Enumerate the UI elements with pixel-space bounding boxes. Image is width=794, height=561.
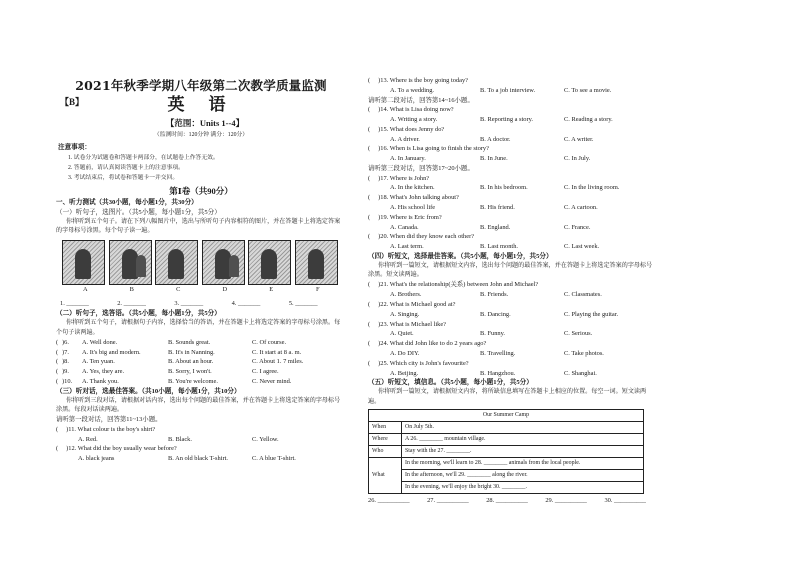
left-column <box>56 0 346 464</box>
picture-letter: C <box>176 286 181 294</box>
option-a[interactable]: A. Thank you. <box>82 378 119 385</box>
dialog-2-note: 请听第二段对话，回答第14~16小题。 <box>368 96 474 104</box>
fill-blank[interactable]: 27. __________ <box>427 496 469 504</box>
option-b[interactable]: B. Travelling. <box>480 349 516 357</box>
sub1-title: （一）听句子，选图片。（共5小题，每小题1分，共5分） <box>56 209 221 216</box>
sub5-title: （五）听短文，填信息。（共5小题，每小题1分，共5分） <box>368 379 533 387</box>
question-12-options <box>56 454 346 464</box>
option-c[interactable]: C. A blue T-shirt. <box>252 455 296 463</box>
option-a[interactable]: A. Ten yuan. <box>82 358 115 366</box>
option-b[interactable]: B. About an hour. <box>168 358 214 366</box>
option-b[interactable]: B. In June. <box>480 155 508 163</box>
option-b[interactable]: B. To a job interview. <box>480 86 536 94</box>
question-19-options <box>368 223 658 233</box>
volume-title: 第Ⅰ卷（共90分） <box>169 186 233 196</box>
answer-blank[interactable]: 1. _______ <box>60 300 89 308</box>
answer-blank[interactable]: 2. _______ <box>117 300 146 308</box>
fill-blank[interactable]: 30. __________ <box>604 496 646 504</box>
picture-letter: B <box>129 286 134 294</box>
option-c[interactable]: C. Of course. <box>252 338 287 346</box>
answer-blank[interactable]: 4. _______ <box>231 300 261 308</box>
option-a[interactable]: A. Red. <box>78 435 98 443</box>
option-c[interactable]: C. France. <box>564 223 591 231</box>
option-b[interactable]: B. Last month. <box>480 243 518 251</box>
option-b[interactable]: B. Reporting a story. <box>480 115 534 123</box>
question-16-options <box>368 154 658 164</box>
option-a[interactable]: A. Well done. <box>82 338 118 346</box>
sub5-instructions: 你将听到一篇短文，请根据短文内容，将所缺信息填写在答题卡上相应的位置。每空一词。短文读两遍。 <box>368 389 647 405</box>
sub4-title: （四）听短文，选择最佳答案。（共5小题，每小题1分，共5分） <box>368 252 553 260</box>
question-14-options <box>368 115 658 125</box>
section-title: 一、听力测试（共30小题，每小题1分，共30分） <box>56 199 198 206</box>
question-23-options <box>368 329 658 339</box>
option-a[interactable]: A. In January. <box>390 155 426 163</box>
question-16: ( )16. When is Lisa going to finish the story? <box>368 145 489 153</box>
option-b[interactable]: B. His friend. <box>480 203 515 211</box>
question-12: ( )12. What did the boy usually wear before? <box>56 445 177 453</box>
question-15-options <box>368 135 658 145</box>
question-19: ( )19. Where is Eric from? <box>368 213 442 221</box>
sub1-instructions: 你将听到五个句子。请在下列八幅图片中，选出与所听句子内容相符的图片，并在答题卡上将选定答案的字母标号涂黑。每个句子读一遍。 <box>56 219 341 235</box>
question-22-options <box>368 310 658 320</box>
answer-blanks <box>60 299 346 309</box>
question-13: ( )13. Where is the boy going today? <box>368 77 469 84</box>
option-a[interactable]: A. Singing. <box>390 310 420 318</box>
fill-blank[interactable]: 28. __________ <box>486 496 528 504</box>
table-row: Who Stay with the 27. ________. <box>369 445 644 457</box>
option-a[interactable]: A. In the kitchen. <box>390 184 435 192</box>
question-17: ( )17. Where is John? <box>368 174 430 182</box>
option-a[interactable]: A. Do DIY. <box>390 349 420 357</box>
option-a[interactable]: A. black jeans <box>78 455 115 463</box>
fill-blanks <box>368 496 646 506</box>
question-11-options <box>56 435 346 445</box>
question-25: ( )25. Which city is John's favourite? <box>368 359 469 367</box>
option-a[interactable]: A. A driver. <box>390 135 420 143</box>
picture-e <box>248 240 291 285</box>
question-22: ( )22. What is Michael good at? <box>368 300 456 308</box>
option-c[interactable]: C. Reading a story. <box>564 115 613 123</box>
picture-a <box>62 240 105 285</box>
option-a[interactable]: A. Last term. <box>390 243 424 251</box>
note-item: 3. 考试结束后，将试卷和答题卡一并交回。 <box>68 175 179 181</box>
note-item: 2. 答题前，请认真阅读答题卡上的注意事项。 <box>68 165 184 171</box>
option-b[interactable]: B. Hangzhou. <box>480 369 516 377</box>
question-21: ( )21. What's the relationship(关系) between John and Michael? <box>368 281 539 289</box>
answer-blank[interactable]: 3. _______ <box>174 300 204 308</box>
question-24: ( )24. What did John like to do 2 years ago? <box>368 340 487 348</box>
option-c[interactable]: C. A writer. <box>564 135 594 143</box>
sub2-title: （二）听句子，选答语。（共5小题，每小题1分，共5分） <box>56 310 221 318</box>
option-c[interactable]: C. Serious. <box>564 330 593 338</box>
summer-camp-table <box>368 409 644 494</box>
option-a[interactable]: A. Quiet. <box>390 330 414 338</box>
question-10: ( )10. A. Thank you. B. You're welcome. C. Never mind. <box>56 378 292 385</box>
option-c[interactable]: C. To see a movie. <box>564 86 612 94</box>
question-21-options <box>368 290 658 300</box>
option-c[interactable]: C. Never mind. <box>252 378 292 385</box>
option-c[interactable]: C. A cartoon. <box>564 203 598 211</box>
option-b[interactable]: B. Sorry, I won't. <box>168 368 212 376</box>
picture-f <box>295 240 338 285</box>
option-a[interactable]: A. It's big and modern. <box>82 348 141 356</box>
sub2-instructions: 你将听到五个句子，请根据句子内容，选择恰当的答语，并在答题卡上将选定答案的字母标号涂黑。每个句子读两遍。 <box>56 320 341 336</box>
question-11: ( )11. What colour is the boy's shirt? <box>56 425 156 433</box>
subject-title: 英 语 <box>167 95 235 115</box>
dialog-1-note: 请听第一段对话，回答第11~13小题。 <box>56 416 162 424</box>
option-a[interactable]: A. Writing a story. <box>390 115 438 123</box>
option-b[interactable]: B. A doctor. <box>480 135 511 143</box>
picture-letter: D <box>222 286 228 294</box>
table-row: Where A 26. ________ mountain village. <box>369 433 644 445</box>
option-c[interactable]: C. Take photos. <box>564 349 604 357</box>
option-b[interactable]: B. In his bedroom. <box>480 184 528 192</box>
answer-blank[interactable]: 5. _______ <box>288 300 318 308</box>
question-24-options <box>368 349 658 359</box>
option-a[interactable]: A. Brothers. <box>390 291 422 299</box>
picture-letter: E <box>269 286 274 294</box>
option-b[interactable]: B. Dancing. <box>480 310 511 318</box>
option-b[interactable]: B. Friends. <box>480 291 509 299</box>
question-18-options <box>368 203 658 213</box>
picture-c <box>155 240 198 285</box>
option-b[interactable]: B. You're welcome. <box>168 378 218 385</box>
subject-row <box>56 94 346 116</box>
option-b[interactable]: B. Black. <box>168 435 192 443</box>
picture-strip <box>62 240 346 285</box>
option-c[interactable]: C. I agree. <box>252 368 279 376</box>
question-6: ( )6. A. Well done. B. Sounds great. C. Of course. <box>56 338 287 346</box>
table-row: What In the morning, we'll learn to 28. ________ animals from the local people. <box>369 457 644 469</box>
picture-letter: A <box>82 286 88 294</box>
sub4-instructions: 你将听到一篇短文，请根据短文内容，选出每个问题的最佳答案，并在答题卡上将选定答案的字母标号涂黑。短文读两遍。 <box>368 262 653 279</box>
option-b[interactable]: B. Funny. <box>480 330 505 338</box>
option-a[interactable]: A. Beijing. <box>390 369 419 377</box>
option-c[interactable]: C. Classmates. <box>564 291 602 299</box>
table-row: When On July 5th. <box>369 421 644 433</box>
table-title: Our Summer Camp <box>369 409 644 421</box>
table-row: In the evening, we'll enjoy the bright 30. ________. <box>369 481 644 493</box>
notes-title: 注意事项： <box>58 144 91 151</box>
question-9: ( )9. A. Yes, they are. B. Sorry, I won't. C. I agree. <box>56 368 279 376</box>
question-13-options <box>368 86 658 96</box>
option-c[interactable]: C. Yellow. <box>252 435 279 443</box>
option-c[interactable]: C. Playing the guitar. <box>564 310 619 318</box>
picture-letter: F <box>315 286 320 294</box>
option-c[interactable]: C. In July. <box>564 155 591 163</box>
dialog-3-note: 请听第三段对话，回答第17~20小题。 <box>368 164 474 172</box>
question-25-options <box>368 369 658 379</box>
option-a[interactable]: A. His school life <box>390 203 436 211</box>
option-a[interactable]: A. Yes, they are. <box>82 368 125 376</box>
picture-letters <box>62 285 346 295</box>
question-23: ( )23. What is Michael like? <box>368 320 447 328</box>
option-b[interactable]: B. It's in Nanning. <box>168 348 215 356</box>
picture-b <box>109 240 152 285</box>
option-c[interactable]: C. Shanghai. <box>564 369 597 377</box>
picture-d <box>202 240 245 285</box>
option-c[interactable]: C. In the living room. <box>564 184 620 192</box>
fill-blank[interactable]: 29. __________ <box>545 496 587 504</box>
exam-title: 2021年秋季学期八年级第二次教学质量监测 <box>75 78 327 93</box>
option-c[interactable]: C. About 1. 7 miles. <box>252 358 304 366</box>
option-c[interactable]: C. Last week. <box>564 243 600 251</box>
question-17-options <box>368 183 658 193</box>
table-row: In the afternoon, we'll 29. ________ along the river. <box>369 469 644 481</box>
question-18: ( )18. What's John talking about? <box>368 194 459 202</box>
option-a[interactable]: A. To a wedding. <box>390 86 434 94</box>
sub3-title: （三）听对话，选最佳答案。（共10小题，每小题1分，共10分） <box>56 387 241 395</box>
question-20: ( )20. When did they know each other? <box>368 233 475 241</box>
exam-time-note: （监测时间：120分钟 满分：120分） <box>153 132 249 138</box>
question-15: ( )15. What does Jenny do? <box>368 125 445 133</box>
option-b[interactable]: B. An old black T-shirt. <box>168 455 229 463</box>
question-14: ( )14. What is Lisa doing now? <box>368 106 454 114</box>
option-b[interactable]: B. England. <box>480 223 511 231</box>
exam-range: 【范围：Units 1--4】 <box>165 118 245 128</box>
right-column <box>368 76 658 506</box>
question-20-options <box>368 242 658 252</box>
note-item: 1. 试卷分为试题卷和答题卡两部分，在试题卷上作答无效。 <box>68 155 219 161</box>
question-8: ( )8. A. Ten yuan. B. About an hour. C. About 1. 7 miles. <box>56 358 304 366</box>
sub3-instructions: 你将听到三段对话，请根据对话内容，选出每个问题的最佳答案，并在答题卡上将选定答案的字母标号涂黑。每段对话读两遍。 <box>56 397 341 413</box>
option-a[interactable]: A. Canada. <box>390 223 419 231</box>
question-7: ( )7. A. It's big and modern. B. It's in Nanning. C. It start at 8 a. m. <box>56 348 302 356</box>
option-c[interactable]: C. It start at 8 a. m. <box>252 348 302 356</box>
option-b[interactable]: B. Sounds great. <box>168 338 211 346</box>
fill-blank[interactable]: 26. __________ <box>368 496 410 504</box>
paper-tag: 【B】 <box>60 97 85 107</box>
